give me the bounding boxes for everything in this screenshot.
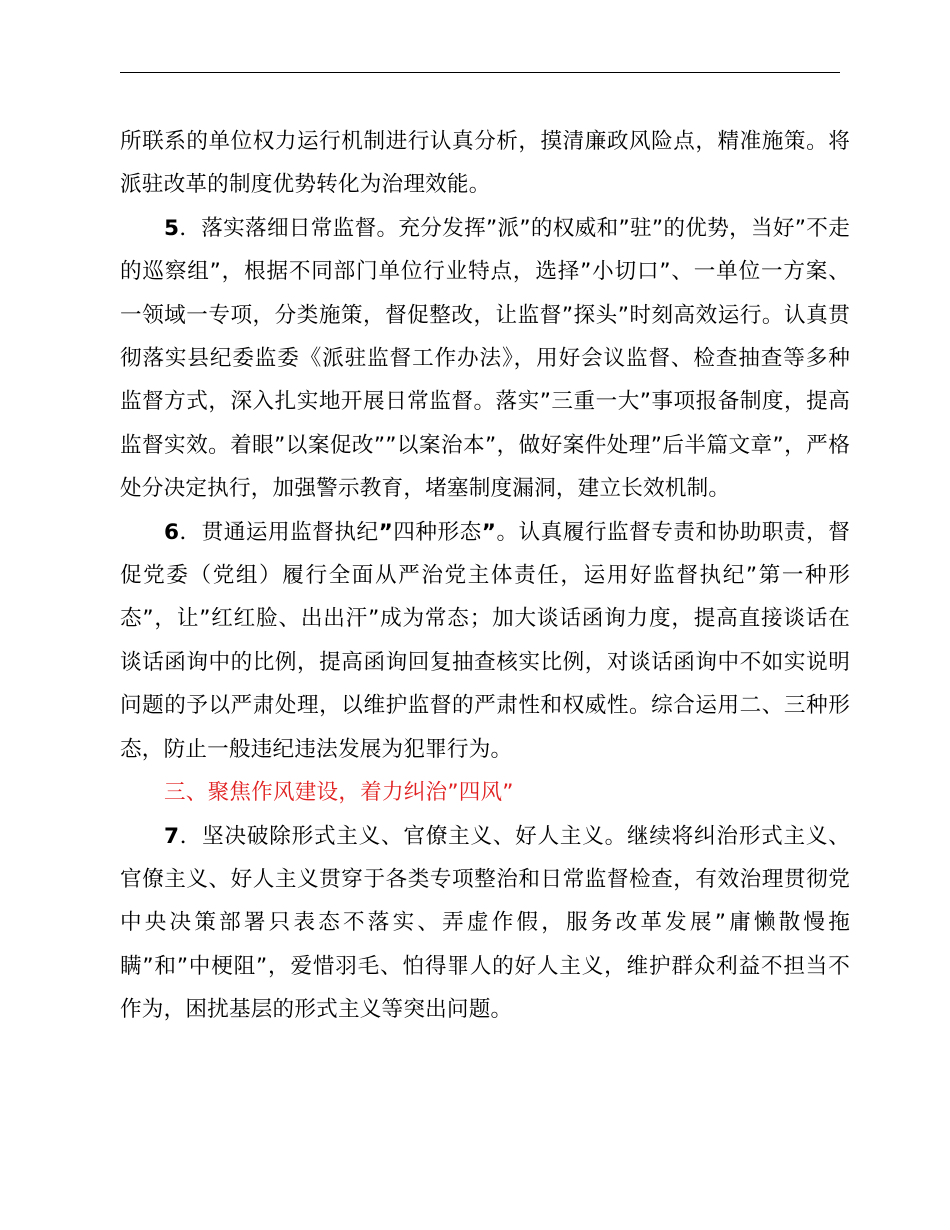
paragraph-text: 四种形态 xyxy=(392,519,482,545)
paragraph-text: ．贯通运用监督执纪 xyxy=(179,519,379,545)
item-number: 7 xyxy=(164,823,180,849)
header-rule xyxy=(120,72,840,73)
quote-mark: ” xyxy=(378,519,393,545)
paragraph-item-7 xyxy=(120,815,850,1032)
item-number: 6 xyxy=(164,519,180,545)
document-body xyxy=(120,120,850,1032)
paragraph-text: ．坚决破除形式主义、官僚主义、好人主义。继续将纠治形式主义、官僚主义、好人主义贯穿于各类专项整治和日常监督检查，有效治理贯彻党中央决策部署只表态不落实、弄虚作假，服务改革发展”庸懒散慢拖瞒”和”中梗阻”，爱惜羽毛、怕得罪人的好人主义，维护群众利益不担当不作为，困扰基层的形式主义等突出问题。 xyxy=(120,823,850,1023)
paragraph-text: ．落实落细日常监督。充分发挥”派”的权威和”驻”的优势，当好”不走的巡察组”，根据不同部门单位行业特点，选择”小切口”、一单位一方案、一领域一专项，分类施策，督促整改，让监督”探头”时刻高效运行。认真贯彻落实县纪委监委《派驻监督工作办法》，用好会议监督、检查抽查等多种监督方式，深入扎实地开展日常监督。落实”三重一大”事项报备制度，提高监督实效。着眼”以案促改””以案治本”，做好案件处理”后半篇文章”，严格处分决定执行，加强警示教育，堵塞制度漏洞，建立长效机制。 xyxy=(120,215,850,502)
paragraph-text: 。认真履行监督专责和协助职责，督促党委（党组）履行全面从严治党主体责任，运用好监督执纪”第一种形态”，让”红红脸、出出汗”成为常态；加大谈话函询力度，提高直接谈话在谈话函询中的比例，提高函询回复抽查核实比例，对谈话函询中不如实说明问题的予以严肃处理，以维护监督的严肃性和权威性。综合运用二、三种形态，防止一般违纪违法发展为犯罪行为。 xyxy=(120,519,850,762)
paragraph-continuation: 所联系的单位权力运行机制进行认真分析，摸清廉政风险点，精准施策。将派驻改革的制度优势转化为治理效能。 xyxy=(120,129,850,198)
item-number: 5 xyxy=(164,215,180,241)
section-heading: 三、聚焦作风建设，着力纠治”四风” xyxy=(164,780,514,806)
paragraph-item-6 xyxy=(120,511,850,771)
paragraph-item-5 xyxy=(120,207,850,511)
quote-mark: ” xyxy=(481,519,497,545)
